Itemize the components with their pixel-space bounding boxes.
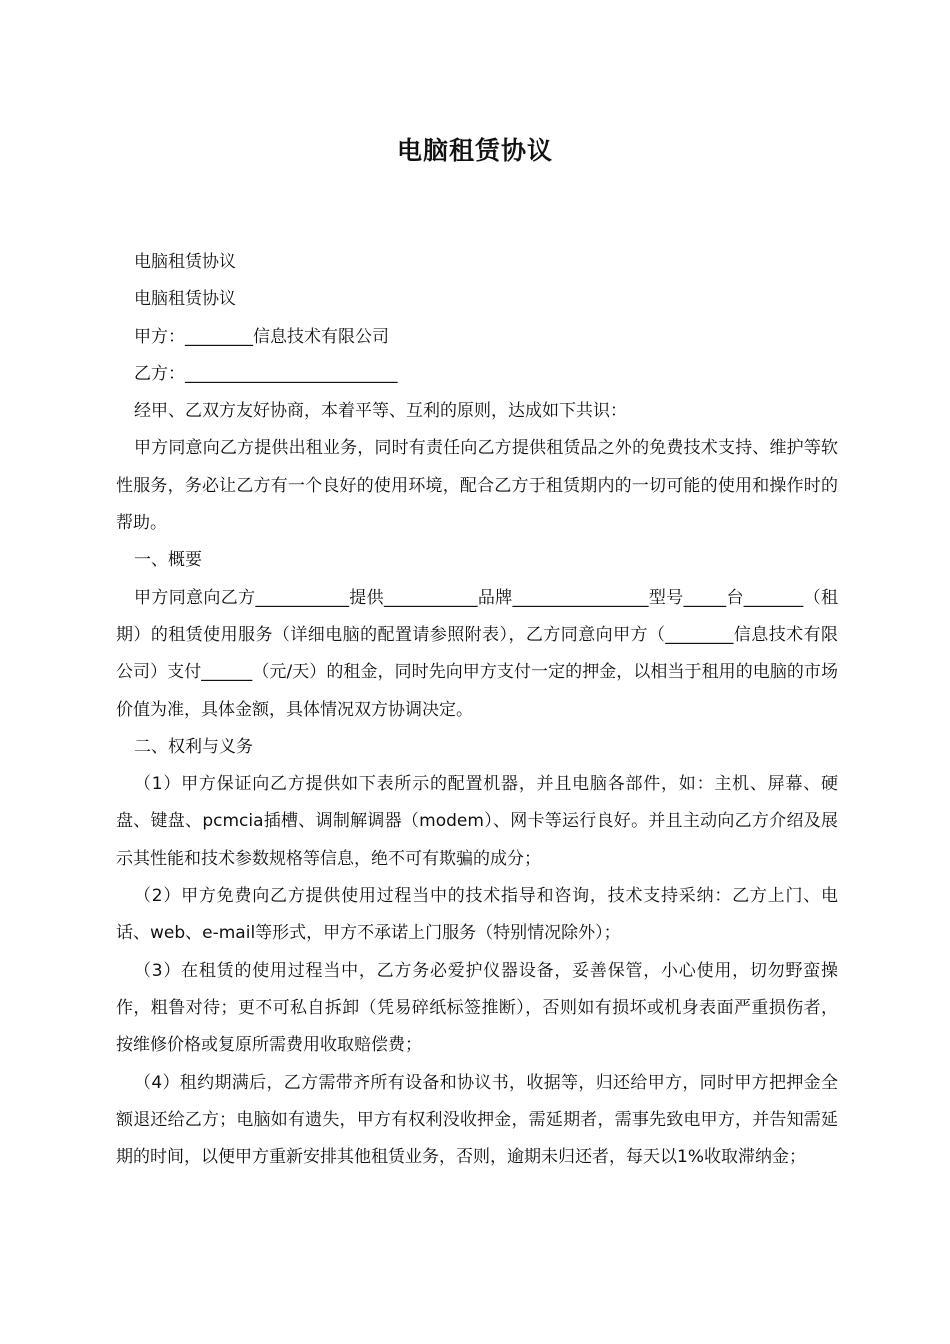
service-statement: 甲方同意向乙方提供出租业务，同时有责任向乙方提供租赁品之外的免费技术支持、维护等软性服务，务必让乙方有一个良好的使用环境，配合乙方于租赁期内的一切可能的使用和操作时的帮助。 — [116, 438, 838, 534]
overview-paragraph: 甲方同意向乙方___________提供___________品牌________________型号_____台_______（租期）的租赁使用服务（详细电脑的配置请参照附表），乙方同意向甲方（________信息技术有限公司）支付______（元/天）的租金，同时先向甲方支付一定的押金，以相当于租用的电脑的市场价值为准，具体金额，具体情况双方协调决定。 — [116, 587, 838, 720]
clause-3: （3）在租赁的使用过程当中，乙方务必爱护仪器设备，妥善保管，小心使用，切勿野蛮操作，粗鲁对待；更不可私自拆卸（凭易碎纸标签推断），否则如有损坏或机身表面严重损伤者，按维修价格或复原所需费用收取赔偿费； — [116, 960, 838, 1056]
section-rights-heading: 二、权利与义务 — [134, 736, 253, 757]
clause-2: （2）甲方免费向乙方提供使用过程当中的技术指导和咨询，技术支持采纳：乙方上门、电话、web、e-mail等形式，甲方不承诺上门服务（特别情况除外）； — [116, 886, 838, 944]
paragraph-heading-repeat-1: 电脑租赁协议 — [134, 252, 236, 272]
document-title: 电脑租赁协议 — [396, 136, 553, 165]
paragraph-heading-repeat-2: 电脑租赁协议 — [134, 289, 236, 310]
section-overview-heading: 一、概要 — [134, 550, 202, 571]
party-a-line: 甲方：________信息技术有限公司 — [134, 326, 389, 347]
clause-4: （4）租约期满后，乙方需带齐所有设备和协议书，收据等，归还给甲方，同时甲方把押金全额退还给乙方；电脑如有遗失，甲方有权利没收押金，需延期者，需事先致电甲方，并告知需延期的时间，以便甲方重新安排其他租赁业务，否则，逾期未归还者，每天以1%收取滞纳金； — [116, 1072, 838, 1168]
document-body — [116, 244, 838, 1176]
clause-1: （1）甲方保证向乙方提供如下表所示的配置机器，并且电脑各部件，如：主机、屏幕、硬盘、键盘、pcmcia插槽、调制解调器（modem）、网卡等运行良好。并且主动向乙方介绍及展示其性能和技术参数规格等信息，绝不可有欺骗的成分； — [116, 774, 838, 869]
agreement-preamble: 经甲、乙双方友好协商，本着平等、互利的原则，达成如下共识： — [134, 401, 627, 422]
party-b-line: 乙方：_________________________ — [134, 363, 398, 384]
